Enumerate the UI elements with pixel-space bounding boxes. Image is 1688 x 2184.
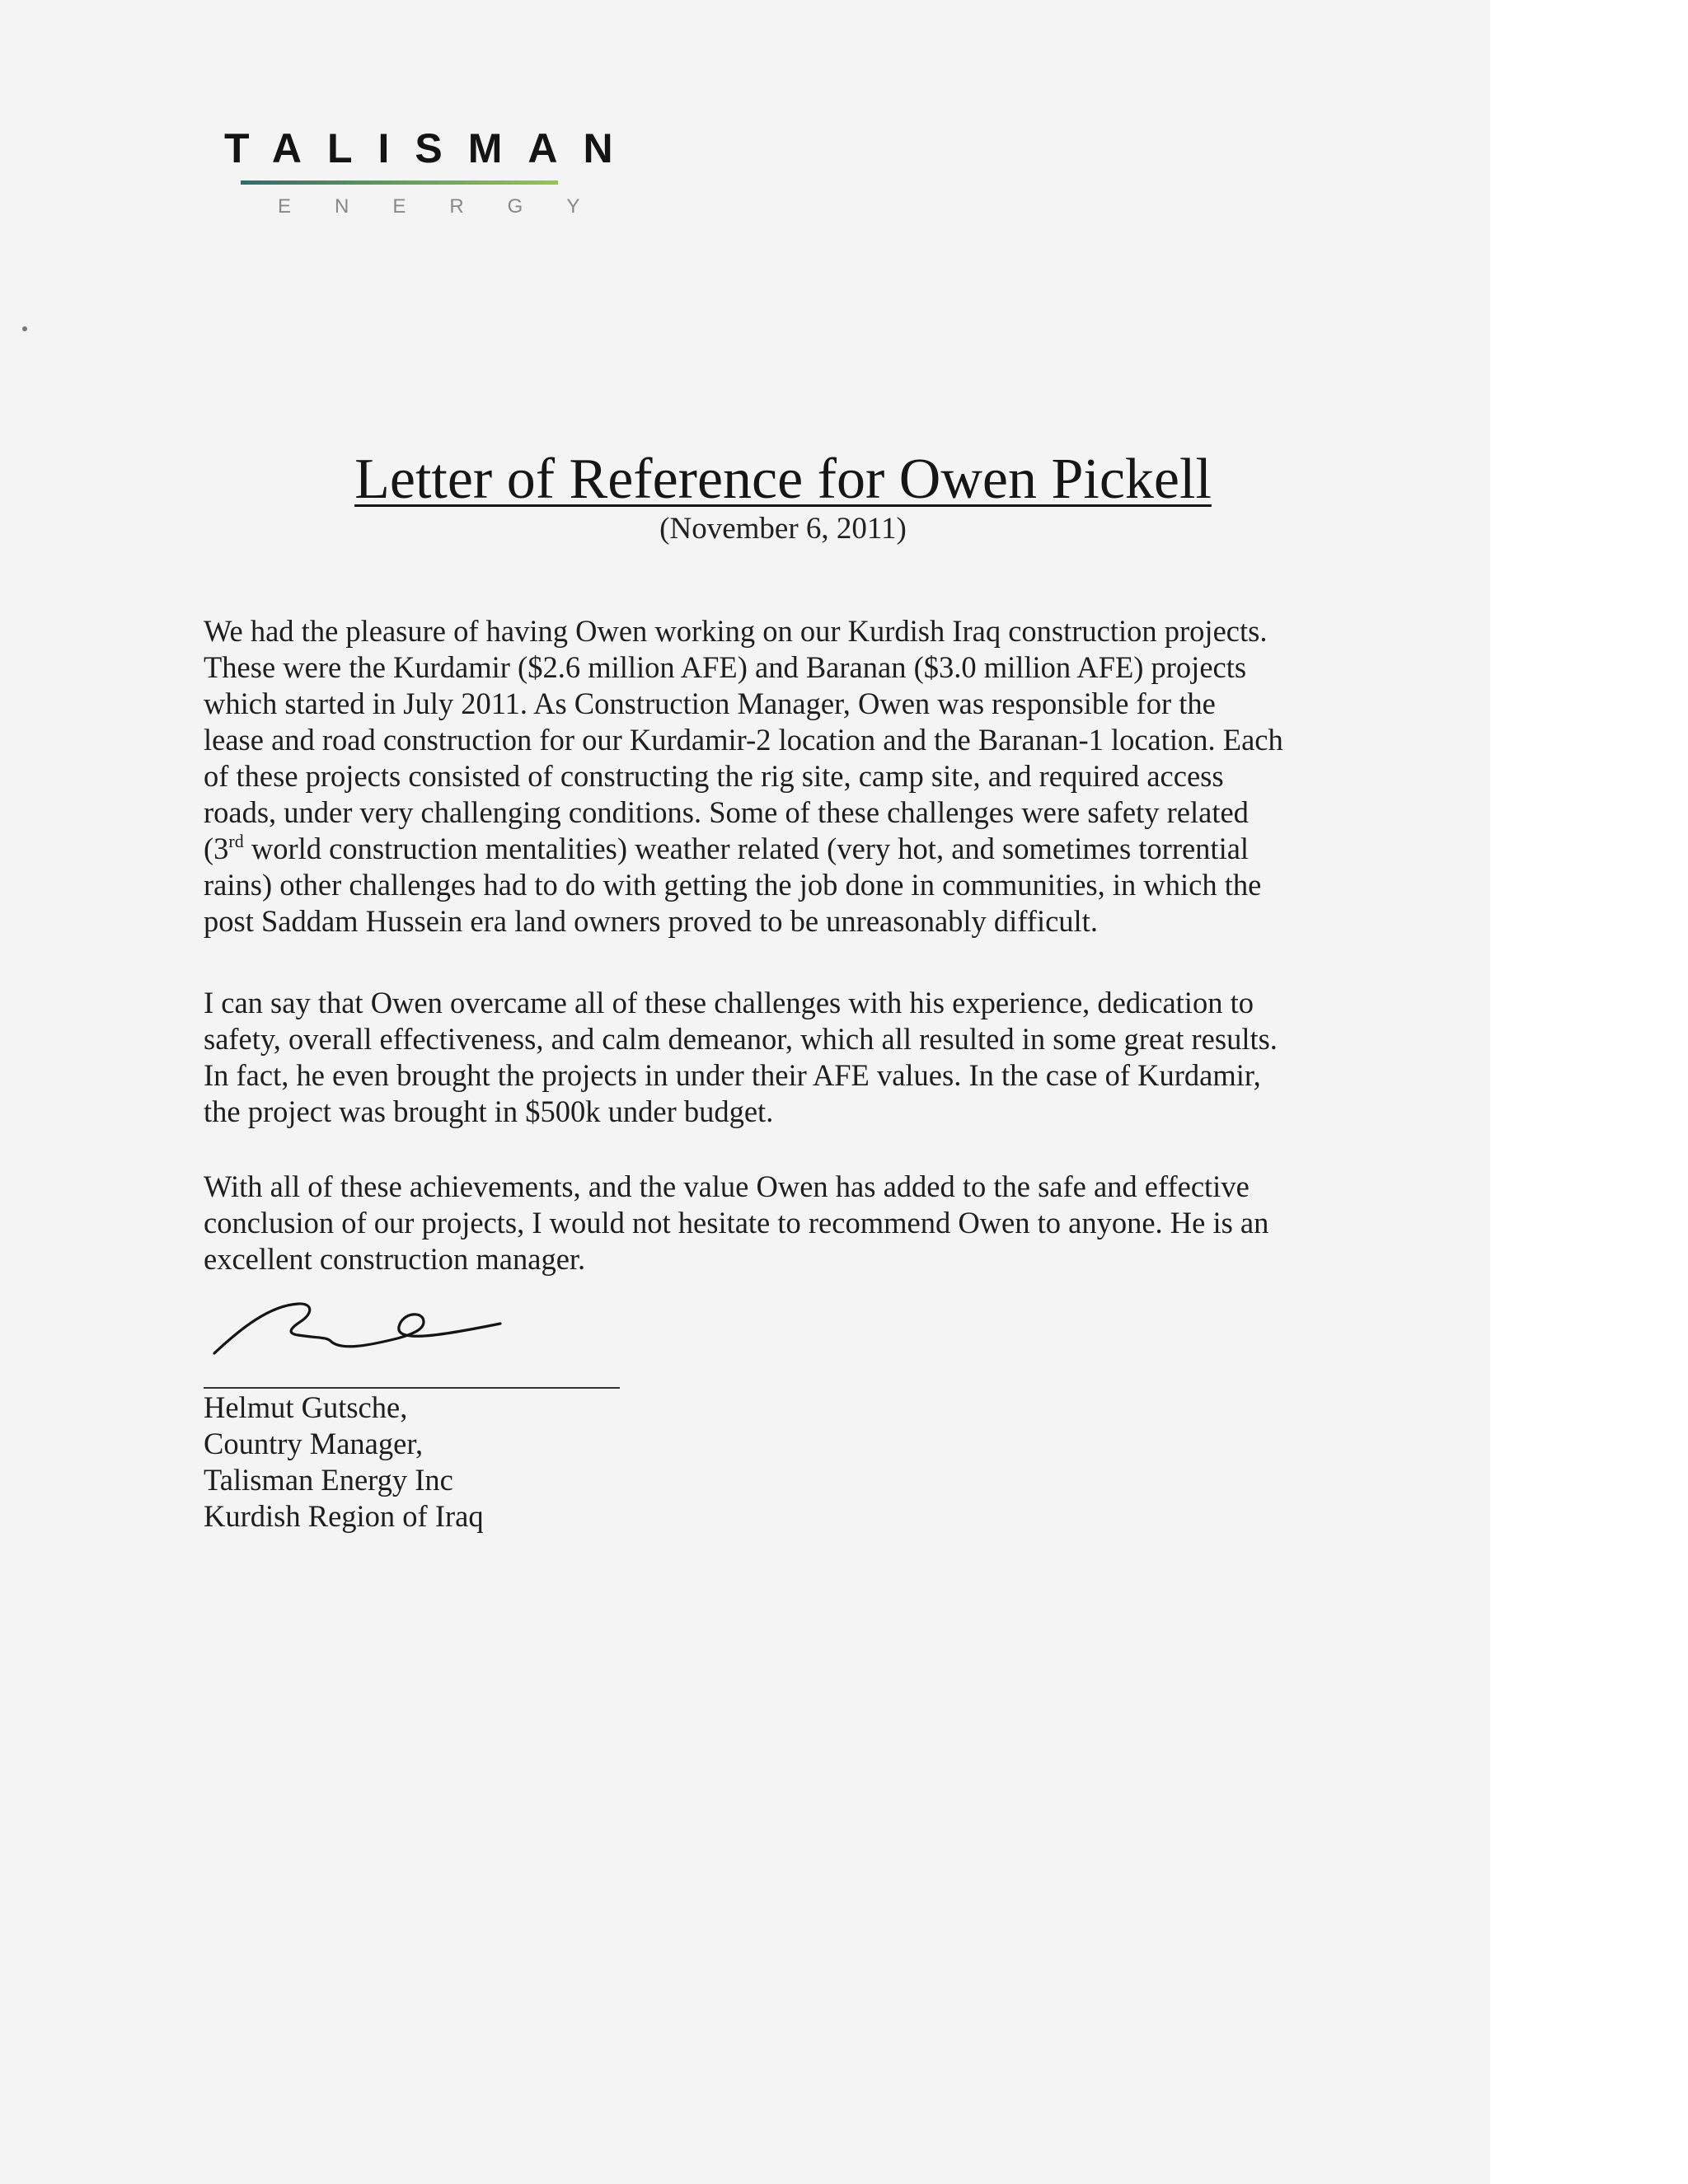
line-text: world construction mentalities) weather related (very hot, and sometimes torrential	[243, 832, 1250, 865]
paragraph-3	[204, 1169, 1374, 1277]
paragraph-line: rains) other challenges had to do with getting the job done in communities, in which the	[204, 868, 1262, 902]
paragraph-line: In fact, he even brought the projects in under their AFE values. In the case of Kurdamir,	[204, 1058, 1261, 1092]
signatory-position: Country Manager,	[204, 1427, 424, 1460]
paragraph-line: We had the pleasure of having Owen working on our Kurdish Iraq construction projects.	[204, 614, 1268, 648]
signature-block	[204, 1390, 484, 1535]
letter-date: (November 6, 2011)	[659, 512, 907, 546]
signature-line	[204, 1387, 620, 1389]
paragraph-line: which started in July 2011. As Construction Manager, Owen was responsible for the	[204, 687, 1216, 720]
paragraph-line	[204, 831, 1374, 867]
logo-wordmark: TALISMAN	[224, 125, 639, 171]
signatory-name: Helmut Gutsche,	[204, 1390, 408, 1424]
logo-tagline: ENERGY	[278, 195, 624, 218]
paragraph-line: These were the Kurdamir ($2.6 million AFE) and Baranan ($3.0 million AFE) projects	[204, 650, 1247, 684]
signatory-region: Kurdish Region of Iraq	[204, 1499, 484, 1533]
company-logo	[224, 124, 653, 218]
letter-title: Letter of Reference for Owen Pickell	[354, 448, 1212, 511]
paragraph-line: roads, under very challenging conditions. Some of these challenges were safety related	[204, 795, 1249, 829]
paragraph-line: safety, overall effectiveness, and calm demeanor, which all resulted in some great results.	[204, 1022, 1278, 1056]
paragraph-line: excellent construction manager.	[204, 1242, 586, 1276]
ordinal-suffix: rd	[228, 831, 244, 851]
paragraph-line: the project was brought in $500k under budget.	[204, 1094, 774, 1128]
paragraph-line: conclusion of our projects, I would not hesitate to recommend Owen to anyone. He is an	[204, 1206, 1269, 1240]
logo-rule	[241, 180, 558, 185]
signatory-company: Talisman Energy Inc	[204, 1463, 453, 1497]
paragraph-line: lease and road construction for our Kurdamir-2 location and the Baranan-1 location. Each	[204, 723, 1283, 757]
paragraph-line: post Saddam Hussein era land owners proved to be unreasonably difficult.	[204, 904, 1098, 938]
paragraph-line: With all of these achievements, and the value Owen has added to the safe and effective	[204, 1169, 1250, 1203]
paragraph-1	[204, 613, 1374, 940]
paragraph-line: of these projects consisted of constructing the rig site, camp site, and required access	[204, 759, 1224, 793]
paragraph-2	[204, 985, 1374, 1130]
scan-speck	[22, 326, 27, 331]
handwritten-signature	[208, 1296, 504, 1370]
ordinal-number: (3	[204, 832, 229, 865]
paragraph-line: I can say that Owen overcame all of these challenges with his experience, dedication to	[204, 986, 1254, 1019]
